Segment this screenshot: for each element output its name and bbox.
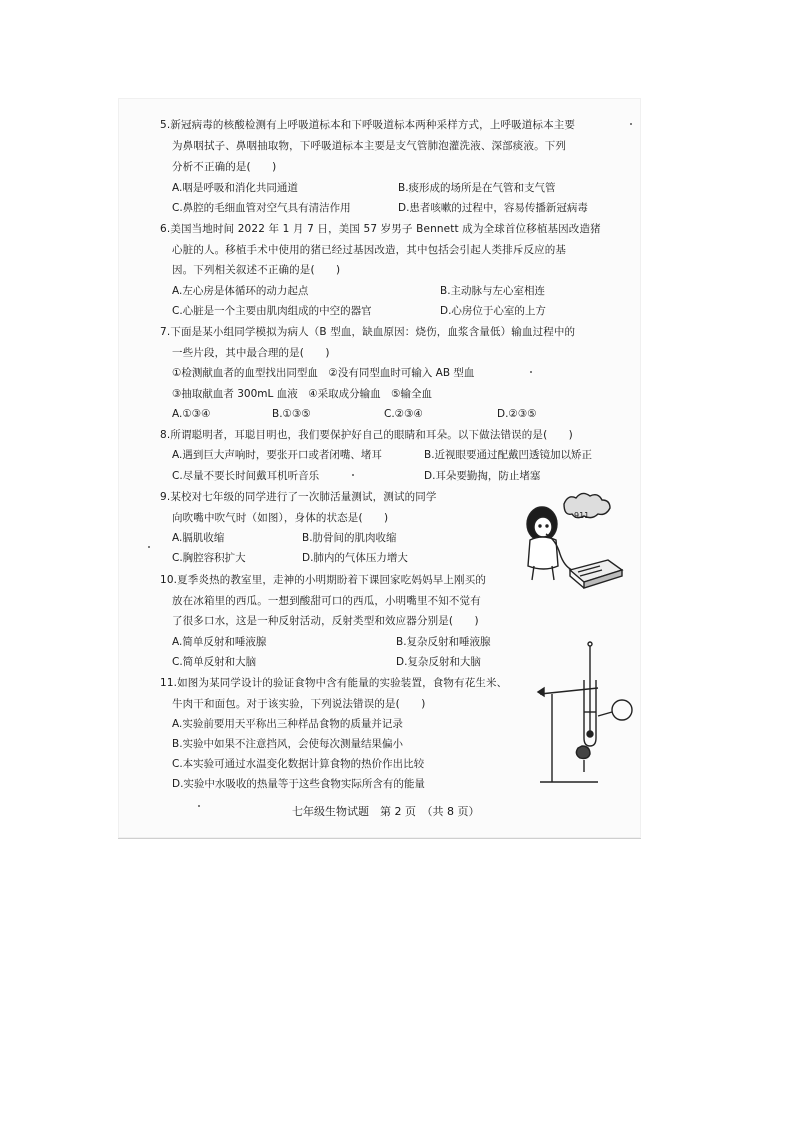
scan-speck [198,805,200,807]
q6-stem-line2: 心脏的人。移植手术中使用的猪已经过基因改造，其中包括会引起人类排斥反应的基 [172,244,567,256]
q9-stem-line1: 9.某校对七年级的同学进行了一次肺活量测试，测试的同学 [160,491,437,503]
q10-option-d: D.复杂反射和大脑 [396,656,481,668]
q5-option-c: C.鼻腔的毛细血管对空气具有清洁作用 [172,202,351,214]
q7-stem-line2: 一些片段，其中最合理的是( ) [172,347,330,359]
q9-option-a: A.膈肌收缩 [172,532,225,544]
q10-stem-line3: 了很多口水，这是一种反射活动，反射类型和效应器分别是( ) [172,615,479,627]
q6-option-d: D.心房位于心室的上方 [440,305,546,317]
q8-option-c: C.尽量不要长时间戴耳机听音乐 [172,470,320,482]
q5-stem-line2: 为鼻咽拭子、鼻咽抽取物，下呼吸道标本主要是支气管肺泡灌洗液、深部痰液。下列 [172,140,567,152]
q10-option-a: A.简单反射和唾液腺 [172,636,267,648]
q7-option-d: D.②③⑤ [497,408,537,420]
q9-stem-line2: 向吹嘴中吹气时（如图），身体的状态是( ) [172,512,389,524]
spirometer-balloon-label: 911 [574,511,590,520]
q8-stem-line1: 8.所谓聪明者，耳聪目明也，我们要保护好自己的眼睛和耳朵。以下做法错误的是( ) [160,429,573,441]
scan-speck [530,371,532,373]
q6-option-a: A.左心房是体循环的动力起点 [172,285,309,297]
q9-option-b: B.肋骨间的肌肉收缩 [302,532,397,544]
q7-option-a: A.①③④ [172,408,211,420]
q5-option-a: A.咽是呼吸和消化共同通道 [172,182,298,194]
q6-option-b: B.主动脉与左心室相连 [440,285,546,297]
q11-stem-line2: 牛肉干和面包。对于该实验，下列说法错误的是( ) [172,698,426,710]
q9-option-c: C.胸腔容积扩大 [172,552,246,564]
scan-speck [148,546,150,548]
q6-option-c: C.心脏是一个主要由肌肉组成的中空的器官 [172,305,372,317]
q5-stem-line3: 分析不正确的是( ) [172,161,277,173]
food-energy-apparatus-illustration [532,640,642,790]
q6-stem-line3: 因。下列相关叙述不正确的是( ) [172,264,341,276]
q7-option-c: C.②③④ [384,408,423,420]
page-footer: 七年级生物试题 第 2 页 （共 8 页） [292,805,480,818]
q5-option-d: D.患者咳嗽的过程中，容易传播新冠病毒 [398,202,588,214]
q10-option-b: B.复杂反射和唾液腺 [396,636,491,648]
q8-option-a: A.遇到巨大声响时，要张开口或者闭嘴、堵耳 [172,449,382,461]
q8-option-d: D.耳朵要勤掏，防止堵塞 [424,470,541,482]
q7-option-b: B.①③⑤ [272,408,311,420]
q5-option-b: B.痰形成的场所是在气管和支气管 [398,182,556,194]
q10-option-c: C.简单反射和大脑 [172,656,257,668]
q8-option-b: B.近视眼要通过配戴凹透镜加以矫正 [424,449,593,461]
q10-stem-line1: 10.夏季炎热的教室里，走神的小明期盼着下课回家吃妈妈早上刚买的 [160,574,486,586]
scan-speck [352,474,354,476]
q7-statement-1: ①检测献血者的血型找出同型血 ②没有同型血时可输入 AB 型血 [172,367,475,379]
q11-option-a: A.实验前要用天平称出三种样品食物的质量并记录 [172,718,403,730]
q10-stem-line2: 放在冰箱里的西瓜。一想到酸甜可口的西瓜，小明嘴里不知不觉有 [172,595,481,607]
spirometer-test-illustration [520,486,630,592]
q7-stem-line1: 7.下面是某小组同学模拟为病人（B 型血，缺血原因：烧伤，血浆含量低）输血过程中的 [160,326,576,338]
q6-stem-line1: 6.美国当地时间 2022 年 1 月 7 日，美国 57 岁男子 Bennett 成为全球首位移植基因改造猪 [160,223,601,235]
q7-statement-2: ③抽取献血者 300mL 血液 ④采取成分输血 ⑤输全血 [172,388,433,400]
q11-option-d: D.实验中水吸收的热量等于这些食物实际所含有的能量 [172,778,425,790]
scan-speck [630,123,632,125]
q11-option-c: C.本实验可通过水温变化数据计算食物的热价作出比较 [172,758,425,770]
q11-stem-line1: 11.如图为某同学设计的验证食物中含有能量的实验装置，食物有花生米、 [160,677,508,689]
q11-option-b: B.实验中如果不注意挡风，会使每次测量结果偏小 [172,738,404,750]
q5-stem-line1: 5.新冠病毒的核酸检测有上呼吸道标本和下呼吸道标本两种采样方式，上呼吸道标本主要 [160,119,576,131]
q9-option-d: D.肺内的气体压力增大 [302,552,408,564]
